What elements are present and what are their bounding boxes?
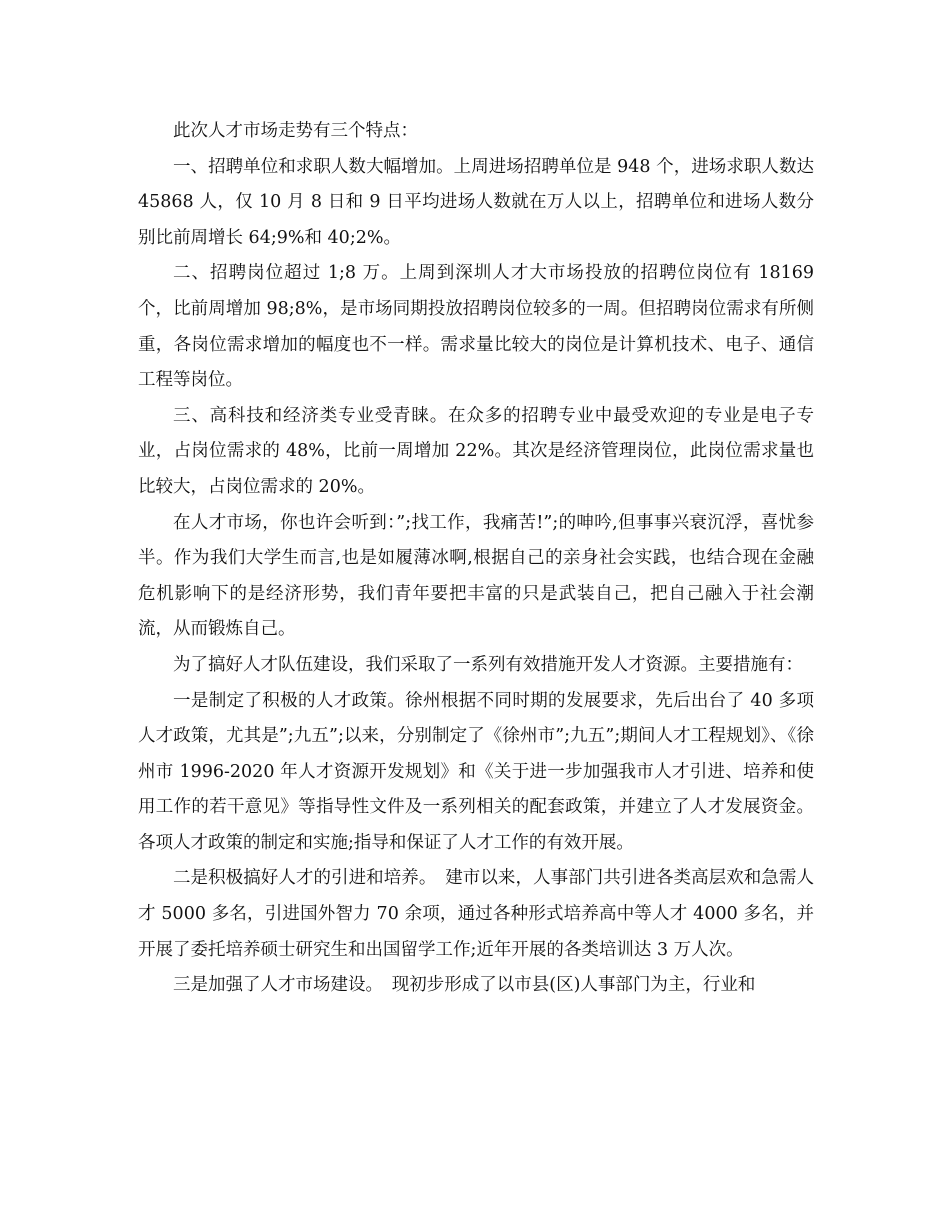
paragraph-measure-two: 二是积极搞好人才的引进和培养。 建市以来，人事部门共引进各类高层欢和急需人才 5000 多名，引进国外智力 70 余项，通过各种形式培养高中等人才 4000 多名，并开展了委托培养硕士研究生和出国留学工作;近年开展的各类培训达 3 万人次。 (138, 868, 814, 960)
document-body (138, 114, 814, 1004)
paragraph-measure-three: 三是加强了人才市场建设。 现初步形成了以市县(区)人事部门为主，行业和 (173, 975, 756, 996)
paragraph-feature-one: 一、招聘单位和求职人数大幅增加。上周进场招聘单位是 948 个，进场求职人数达 45868 人，仅 10 月 8 日和 9 日平均进场人数就在万人以上，招聘单位和进场人数分别比前周增长 64;9%和 40;2%。 (138, 156, 814, 248)
paragraph-talent-market: 在人才市场，你也许会听到：”;找工作，我痛苦!”;的呻吟,但事事兴衰沉浮，喜忧参半。作为我们大学生而言,也是如履薄冰啊,根据自己的亲身社会实践，也结合现在金融危机影响下的是经济形势，我们青年要把丰富的只是武装自己，把自己融入于社会潮流，从而锻炼自己。 (138, 512, 814, 640)
paragraph-feature-three: 三、高科技和经济类专业受青睐。在众多的招聘专业中最受欢迎的专业是电子专业，占岗位需求的 48%，比前一周增加 22%。其次是经济管理岗位，此岗位需求量也比较大，占岗位需求的 20%。 (138, 405, 814, 497)
paragraph-intro: 此次人才市场走势有三个特点： (173, 121, 418, 141)
paragraph-measures-intro: 为了搞好人才队伍建设，我们采取了一系列有效措施开发人才资源。主要措施有： (173, 654, 803, 675)
paragraph-measure-one: 一是制定了积极的人才政策。徐州根据不同时期的发展要求，先后出台了 40 多项人才政策，尤其是”;九五”;以来，分别制定了《徐州市”;九五”;期间人才工程规划》、《徐州市 1996-2020 年人才资源开发规划》和《关于进一步加强我市人才引进、培养和使用工作的若干意见》等指导性文件及一系列相关的配套政策，并建立了人才发展资金。各项人才政策的制定和实施;指导和保证了人才工作的有效开展。 (138, 690, 814, 853)
paragraph-feature-two: 二、招聘岗位超过 1;8 万。上周到深圳人才大市场投放的招聘位岗位有 18169 个，比前周增加 98;8%，是市场同期投放招聘岗位较多的一周。但招聘岗位需求有所侧重，各岗位需求增加的幅度也不一样。需求量比较大的岗位是计算机技术、电子、通信工程等岗位。 (138, 263, 814, 391)
